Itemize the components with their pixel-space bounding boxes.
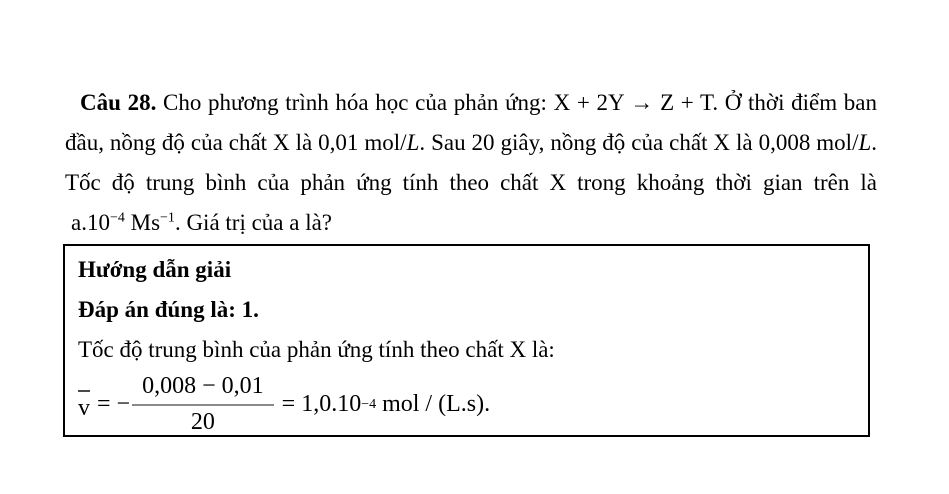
solution-box [63,244,870,437]
result-coefficient: 1,0.10 [301,390,362,417]
question-line-3-text: Tốc độ trung bình của phản ứng tính theo chất X trong khoảng thời gian trên là [65,170,877,195]
question-line-2 [65,123,877,163]
question-number: Câu 28. [80,90,157,115]
liter-symbol-1: L [406,130,420,155]
minus-sign: − [116,390,131,417]
question-line-3 [65,163,877,203]
question-line-4 [65,203,877,243]
question-paragraph [65,83,877,243]
question-line-2-text-c: . [871,130,878,155]
question-line-1-text: Cho phương trình hóa học của phản ứng: X + 2Y → Z + T. Ở thời điểm ban [156,90,878,115]
question-line-2-text-a: đầu, nồng độ của chất X là 0,01 mol/ [65,130,407,155]
fraction-numerator: 0,008 − 0,01 [132,373,274,406]
liter-symbol-2: L [858,130,872,155]
exponent-minus4: −4 [109,210,125,226]
question-line-4-text-a: a.10 [71,210,110,235]
equals-sign-2: = [281,390,296,417]
equals-sign-1: = [97,390,111,417]
question-line-1 [65,83,877,123]
solution-answer: Đáp án đúng là: 1. [78,297,259,322]
fraction [132,373,274,436]
fraction-denominator: 20 [190,408,215,435]
result-unit: mol / (L.s). [376,390,491,417]
question-line-4-text-b: Ms [124,210,161,235]
v-bar-variable: v [78,390,90,420]
exponent-minus1: −1 [160,210,175,226]
average-rate-formula: v = − $\frac{0,008 - 0,01}{20}$ = 1,0.10 −4 mol / (L.s). [78,373,491,435]
solution-intro: Tốc độ trung bình của phản ứng tính theo chất X là: [78,337,555,362]
question-line-4-text-c: . Giá trị của a là? [174,210,333,235]
solution-heading: Hướng dẫn giải [78,257,232,282]
question-line-2-text-b: . Sau 20 giây, nồng độ của chất X là 0,008 mol/ [419,130,859,155]
